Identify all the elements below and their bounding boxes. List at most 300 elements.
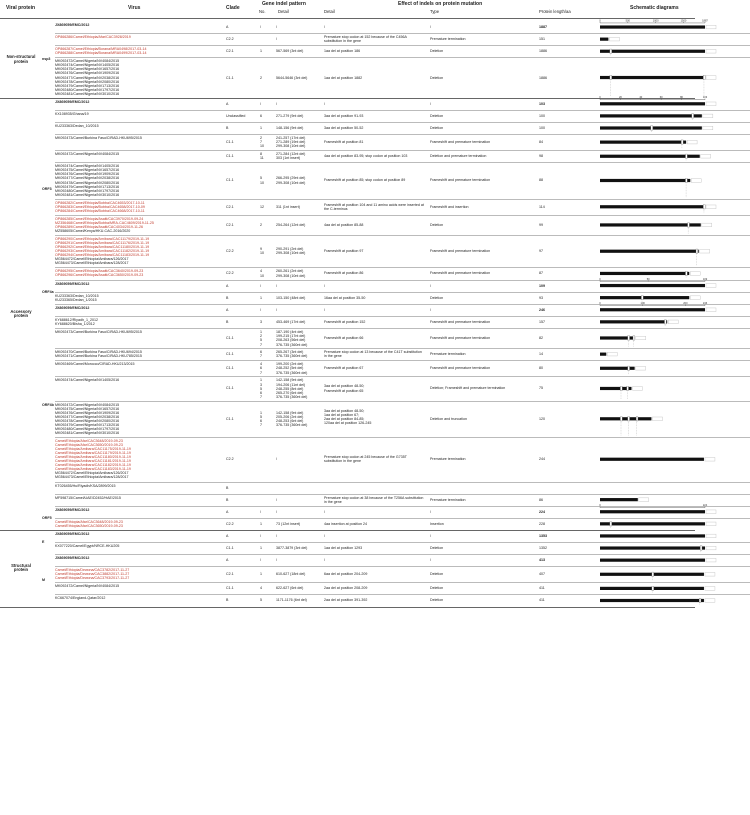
virus-name: KU233363/Dedan_10/2015 xyxy=(55,123,99,128)
effect-detail-cell: Premature stop codon at 38 because of the T256A substitution in the gene xyxy=(324,495,425,504)
indel-detail-cell: 254-264 (12nt del) xyxy=(276,222,306,227)
effect-detail-cell: 4aa del at position 85-88 xyxy=(324,222,364,227)
mutation-type-cell: Deletion xyxy=(430,113,444,118)
virus-name: MK092477/Camel/Nigeria/NV2038/2016 xyxy=(55,75,120,80)
header-effect: Effect of indels on protein mutation xyxy=(398,1,483,7)
effect-detail-cell: Frameshift at position 97 xyxy=(324,249,364,254)
indel-marker xyxy=(627,386,629,390)
clade-cell: B xyxy=(226,485,229,490)
virus-name: JX869059/EMC/2012 xyxy=(55,99,90,104)
header-gene-indel-pattern: Gene indel pattern xyxy=(262,1,306,7)
scale-tick-label: 109 xyxy=(702,277,708,281)
indel-no-cell: 4 10 xyxy=(260,269,264,278)
clade-cell: C1.1 xyxy=(226,386,234,391)
protein-bar xyxy=(600,559,705,562)
indel-no-cell: 2 7 10 xyxy=(260,136,264,149)
virus-name: MF598715/Camel/UAE/D2452/HAE/2015 xyxy=(55,495,121,500)
protein-bar xyxy=(600,205,705,208)
virus-name: MK092479/Camel/Nigeria/NV1713/2016 xyxy=(55,83,120,88)
protein-length-tag xyxy=(705,572,715,576)
mutation-type-cell: Frameshift and insertion xyxy=(430,204,469,209)
indel-detail-cell: / xyxy=(276,37,277,42)
gene-label: ORF5 xyxy=(42,515,52,520)
protein-bar xyxy=(600,284,705,287)
effect-detail-cell: / xyxy=(324,307,325,312)
clade-cell: B xyxy=(226,295,229,300)
clade-cell: A xyxy=(226,101,229,106)
mutation-type-cell: Deletion xyxy=(430,75,444,80)
indel-detail-cell: / xyxy=(276,457,277,462)
virus-name: MK092478/Camel/Nigeria/NV2080/2016 xyxy=(55,79,120,84)
effect-detail-cell: / xyxy=(324,101,325,106)
indel-detail-cell: 187-190 (4nt del) 199-215 (17nt del) 208-263 (56nt del) 376-735 (360nt del) xyxy=(276,329,308,347)
protein-bar xyxy=(600,38,608,41)
virus-name: Camel/Ethiopia/Afar/CAC3650/2019-09-23 xyxy=(55,443,123,448)
protein-length-cell: 87 xyxy=(539,271,543,276)
indel-detail-cell: / xyxy=(276,283,277,288)
effect-detail-cell: / xyxy=(324,25,325,30)
virus-name: MK092480/Camel/Nigeria/NV1797/2016 xyxy=(55,87,120,92)
clade-cell: C1.1 xyxy=(226,416,234,421)
effect-detail-cell: Frameshift at position 104 and 11 amino acids were inserted at the C-terminus xyxy=(324,202,425,211)
virus-name: MG564473/Camel/Ethiopia/Amibara/128/2017 xyxy=(55,475,129,480)
scale-tick-label: 20 xyxy=(618,96,622,99)
gene-label: M xyxy=(42,578,45,583)
mutation-type-cell: Deletion xyxy=(430,295,444,300)
header-effect-detail: Detail xyxy=(324,9,335,14)
indel-detail-cell: 199-200 (2nt del) 248-252 (5nt del) 376-735 (360nt del) xyxy=(276,362,308,375)
protein-length-tag xyxy=(706,534,716,538)
virus-name: JX869059/EMC/2012 xyxy=(55,531,90,536)
mutation-type-cell: / xyxy=(430,25,431,30)
protein-length-tag xyxy=(636,366,646,370)
virus-name: MZ356468/Camel/Ethiopia/Bobba/MRA-CAC4609/2019-11-25 xyxy=(55,220,154,225)
scale-tick-label: 0 xyxy=(599,301,601,305)
virus-name: MK092470/Camel/Burkina Faso/CIRAD-HKU694/2015 xyxy=(55,350,142,355)
scale-tick-label: 224 xyxy=(702,503,708,507)
indel-no-cell: 1 5 6 7 xyxy=(260,410,262,428)
indel-marker xyxy=(628,417,630,421)
clade-cell: C2.2 xyxy=(226,37,234,42)
gene-label: ORF3 xyxy=(42,186,52,191)
indel-detail-cell: / xyxy=(276,533,277,538)
mutation-type-cell: / xyxy=(430,101,431,106)
virus-name: JX869059/EMC/2012 xyxy=(55,556,90,561)
protein-length-cell: 99 xyxy=(539,222,543,227)
indel-no-cell: / xyxy=(260,101,261,106)
indel-marker xyxy=(686,271,688,275)
mutation-type-cell: Deletion xyxy=(430,49,444,54)
indel-no-cell: 3 xyxy=(260,319,262,324)
protein-length-tag xyxy=(706,510,716,514)
protein-length-tag xyxy=(706,308,716,312)
protein-length-cell: 114 xyxy=(539,204,545,209)
protein-length-cell: 98 xyxy=(539,154,543,159)
mutation-type-cell: Deletion xyxy=(430,586,444,591)
indel-detail-cell: 1171-1176 (6nt del) xyxy=(276,598,307,603)
indel-no-cell: 1 xyxy=(260,546,262,551)
indel-detail-cell: 567-569 (3nt del) xyxy=(276,49,304,54)
virus-name: MK092481/Camel/Nigeria/NV3010/2016 xyxy=(55,430,120,435)
clade-cell: B xyxy=(226,125,229,130)
clade-cell: B xyxy=(226,598,229,603)
clade-cell: A xyxy=(226,307,229,312)
indel-no-cell: 1 2 5 7 xyxy=(260,329,262,347)
indel-detail-cell: 453-469 (17nt del) xyxy=(276,319,306,324)
indel-no-cell: 1 xyxy=(260,125,262,130)
mutation-type-cell: Premature termination xyxy=(430,37,466,42)
virus-name: OP866292/Camel/Ethiopia/Amibara/CAC11180/2019-11-19 xyxy=(55,245,150,250)
virus-name: KY688612/Riyadh_1_2012 xyxy=(55,317,98,322)
protein-bar xyxy=(600,546,705,549)
protein-bar xyxy=(600,308,705,311)
indel-marker xyxy=(652,572,654,576)
indel-no-cell: 6 xyxy=(260,113,262,118)
protein-length-cell: 407 xyxy=(539,572,545,577)
clade-cell: A xyxy=(226,25,229,30)
clade-cell: C1.1 xyxy=(226,75,234,80)
clade-cell: C1.1 xyxy=(226,546,234,551)
protein-length-cell: 157 xyxy=(539,319,545,324)
clade-cell: C2.1 xyxy=(226,222,234,227)
virus-name: OP866288/Camel/Ethiopia/Borana/MRA0499/2017-03-14 xyxy=(55,51,147,56)
mutation-type-cell: Frameshift and premature termination xyxy=(430,319,491,324)
indel-no-cell: 6 7 xyxy=(260,350,262,359)
indel-marker xyxy=(686,178,688,182)
indel-detail-cell: 103-150 (48nt del) xyxy=(276,295,306,300)
indel-no-cell: 4 6 7 xyxy=(260,362,262,375)
header-clade: Clade xyxy=(226,5,240,11)
protein-length-tag xyxy=(633,387,643,391)
virus-name: MK092478/Camel/Nigeria/NV2080/2016 xyxy=(55,418,120,423)
mutation-type-cell: Premature termination xyxy=(430,497,466,502)
protein-length-cell: 14 xyxy=(539,352,543,357)
virus-name: MK092479/Camel/Nigeria/NV1713/2016 xyxy=(55,422,120,427)
mutation-type-cell: Deletion xyxy=(430,598,444,603)
mutation-type-cell: / xyxy=(430,558,431,563)
protein-bar xyxy=(600,353,606,356)
indel-detail-cell: / xyxy=(276,497,277,502)
indel-marker xyxy=(700,546,702,550)
protein-bar xyxy=(600,534,705,537)
virus-name: MK092480/Camel/Nigeria/NV1797/2016 xyxy=(55,188,120,193)
protein-length-cell: 246 xyxy=(539,307,545,312)
virus-name: OP866283/Camel/Ethiopia/Bobba/CAC4658/2017-10-09 xyxy=(55,204,145,209)
clade-cell: C1.1 xyxy=(226,366,234,371)
protein-length-cell: 93 xyxy=(539,295,543,300)
virus-name: MK092476/Camel/Nigeria/NV1909/2016 xyxy=(55,410,120,415)
protein-length-tag xyxy=(706,102,716,106)
clade-cell: C2.1 xyxy=(226,49,234,54)
effect-detail-cell: Frameshift at position 152 xyxy=(324,319,366,324)
protein-length-tag xyxy=(703,126,713,130)
indel-marker xyxy=(652,586,654,590)
virus-name: KU233363/Dedan_10/2015 xyxy=(55,293,99,298)
mutation-type-cell: Frameshift and premature termination xyxy=(430,271,491,276)
virus-name: MG564473/Camel/Ethiopia/Amibara/128/2017 xyxy=(55,261,129,266)
header-detail: Detail xyxy=(278,9,289,14)
virus-name: MK092469/Camel/Morocco/CIRAD-HKU213/2015 xyxy=(55,362,135,367)
gene-label: E xyxy=(42,539,45,544)
indel-no-cell: / xyxy=(260,558,261,563)
indel-detail-cell: 241-257 (17nt del) 271-289 (19nt del) 299-308 (10nt del) xyxy=(276,136,306,149)
indel-marker xyxy=(699,598,701,602)
header-schematic: Schematic diagrams xyxy=(630,5,679,11)
clade-cell: A xyxy=(226,509,229,514)
mutation-type-cell: Deletion xyxy=(430,125,444,130)
indel-detail-cell: / xyxy=(276,25,277,30)
group-label: Non-structural protein xyxy=(6,54,36,64)
virus-name: MK092475/Camel/Nigeria/NV1657/2016 xyxy=(55,168,120,173)
effect-detail-cell: 4aa del at position 83-95; stop codon at position 103 xyxy=(324,154,408,159)
virus-name: OP866282/Camel/Ethiopia/Bobba/CAC4653/2017-10-11 xyxy=(55,200,145,205)
effect-detail-cell: Premature stop codon at 245 because of the G735T substitution in the gene xyxy=(324,455,408,464)
protein-bar xyxy=(600,76,705,79)
virus-name: JX869059/EMC/2012 xyxy=(55,507,90,512)
scale-tick-label: 500 xyxy=(625,19,630,23)
indel-marker xyxy=(636,417,638,421)
virus-name: MK092475/Camel/Nigeria/NV1657/2016 xyxy=(55,67,120,72)
protein-length-tag xyxy=(609,37,619,41)
mutation-type-cell: Deletion xyxy=(430,546,444,551)
clade-cell: C2.2 xyxy=(226,271,234,276)
group-label: Structural protein xyxy=(11,563,31,573)
virus-name: Camel/Ethiopia/Dewona/CAC3793/2017-11-27 xyxy=(55,576,130,581)
mutation-type-cell: Deletion xyxy=(430,222,444,227)
scale-tick-label: 50 xyxy=(646,277,650,281)
virus-name: JX869059/EMC/2012 xyxy=(55,305,90,310)
effect-detail-cell: Frameshift at position 81 xyxy=(324,140,364,145)
protein-bar xyxy=(600,141,686,144)
virus-name: MK092478/Camel/Nigeria/NV2080/2016 xyxy=(55,180,120,185)
virus-name: Camel/Ethiopia/Afar/CAC3648/2019-09-23 xyxy=(55,439,123,443)
mutation-type-cell: / xyxy=(430,307,431,312)
indel-detail-cell: 311 (1nt insert) xyxy=(276,204,300,209)
protein-length-cell: 100 xyxy=(539,113,545,118)
clade-cell: C1.1 xyxy=(226,140,234,145)
clade-cell: C2.1 xyxy=(226,572,234,577)
protein-length-tag xyxy=(706,546,716,550)
effect-detail-cell: 3aa del at position 48-50; Frameshift at position 65 xyxy=(324,384,365,393)
protein-length-tag xyxy=(701,154,711,158)
clade-cell: B xyxy=(226,319,229,324)
mutation-type-cell: Insertion xyxy=(430,521,444,526)
protein-length-tag xyxy=(706,49,716,53)
protein-bar xyxy=(600,25,705,28)
virus-name: MK092477/Camel/Nigeria/NV2038/2016 xyxy=(55,414,120,419)
virus-name: OP866287/Camel/Ethiopia/Borana/MRA0498/2017-03-14 xyxy=(55,47,147,52)
indel-no-cell: 9 10 xyxy=(260,247,264,256)
header-virus: Virus xyxy=(128,5,141,11)
protein-length-tag xyxy=(706,76,716,80)
virus-name: OP866291/Camel/Ethiopia/Amibara/CAC11176/2019-11-19 xyxy=(55,241,150,246)
virus-name: MK092474/Camel/Nigeria/NV1405/2016 xyxy=(55,63,120,68)
mutation-type-cell: Frameshift and premature termination xyxy=(430,366,491,371)
indel-no-cell: 2 xyxy=(260,75,262,80)
protein-length-cell: 244 xyxy=(539,457,545,462)
virus-name: MK092476/Camel/Nigeria/NV1909/2016 xyxy=(55,71,120,76)
indel-detail-cell: 622-627 (6nt del) xyxy=(276,586,304,591)
indel-detail-cell: 265-267 (3nt del) 376-735 (360nt del) xyxy=(276,350,308,359)
protein-length-cell: 97 xyxy=(539,249,543,254)
virus-name: MK092471/Camel/Burkina Faso/CIRAD-HKU785/2015 xyxy=(55,354,142,359)
virus-name: KX108935/Ghana/19 xyxy=(55,111,89,116)
protein-length-tag xyxy=(705,457,715,461)
virus-name: MK092477/Camel/Nigeria/NV2038/2016 xyxy=(55,176,120,181)
virus-name: MK092473/Camel/Burkina Faso/CIRAD-HKU695/2015 xyxy=(55,329,142,334)
protein-length-cell: 109 xyxy=(539,283,545,288)
virus-name: MK092475/Camel/Nigeria/NV1657/2016 xyxy=(55,406,120,411)
protein-length-tag xyxy=(687,140,697,144)
scale-tick-label: 0 xyxy=(599,19,601,23)
scale-tick-label: 246 xyxy=(702,301,708,305)
mutation-type-cell: Frameshift and premature termination xyxy=(430,178,491,183)
effect-detail-cell: 4aa insertion at position 24 xyxy=(324,521,367,526)
scale-tick-label: 100 xyxy=(640,301,645,305)
indel-marker xyxy=(610,522,612,526)
protein-length-cell: 411 xyxy=(539,598,545,603)
protein-bar xyxy=(600,272,689,275)
clade-cell: C2.2 xyxy=(226,521,234,526)
indel-detail-cell: / xyxy=(276,558,277,563)
effect-detail-cell: Frameshift at position 66 xyxy=(324,335,364,340)
virus-name: MK092481/Camel/Nigeria/NV3010/2016 xyxy=(55,91,120,96)
indel-no-cell: 8 11 xyxy=(260,152,264,161)
mutation-type-cell: Premature termination xyxy=(430,457,466,462)
indel-marker xyxy=(688,223,690,227)
clade-cell: C2.2 xyxy=(226,249,234,254)
mutation-type-cell: Deletion; Frameshift and premature termination xyxy=(430,386,506,391)
virus-name: KX077220/Camel/Egypt/NRCE-HKU205 xyxy=(55,544,120,548)
header-no: No. xyxy=(259,9,266,14)
protein-bar xyxy=(600,114,702,117)
protein-length-cell: 86 xyxy=(539,497,543,502)
protein-length-tag xyxy=(703,114,713,118)
mutation-type-cell: / xyxy=(430,283,431,288)
protein-length-tag xyxy=(706,25,716,29)
header-type: Type xyxy=(430,9,440,14)
mutation-type-cell: Frameshift and premature termination xyxy=(430,335,491,340)
mutation-type-cell: Premature termination xyxy=(430,352,466,357)
scale-tick-label: 40 xyxy=(639,96,643,99)
indel-detail-cell: 266-295 (29nt del) 299-308 (10nt del) xyxy=(276,176,306,185)
clade-cell: C1.1 xyxy=(226,586,234,591)
indel-marker xyxy=(703,75,705,79)
protein-bar xyxy=(600,102,705,105)
virus-name: MK092479/Camel/Nigeria/NV1713/2016 xyxy=(55,184,120,189)
virus-name: Camel/Ethiopia/Dewona/CAC3782/2017-11-27 xyxy=(55,568,130,573)
indel-no-cell: / xyxy=(260,509,261,514)
virus-name: KT026455/Hu/Riyadh/KSA/2899/2015 xyxy=(55,483,116,488)
indel-no-cell: 1 xyxy=(260,572,262,577)
virus-name: KC667074/England-Qatar/2012 xyxy=(55,596,106,601)
protein-length-cell: 228 xyxy=(539,521,545,526)
effect-detail-cell: Frameshift at position 85; stop codon at position 89 xyxy=(324,178,406,183)
virus-name: MK092472/Camel/Nigeria/NV4084/2015 xyxy=(55,59,120,64)
indel-detail-cell: 271-279 (9nt del) xyxy=(276,113,304,118)
virus-name: MZ558605/Camel/Kenya/HKU-CAC-2016/2020 xyxy=(55,229,131,233)
clade-cell: C1.1 xyxy=(226,178,234,183)
gene-label: ORF4b xyxy=(42,402,54,407)
effect-detail-cell: Premature stop codon at 152 because of the C456A substitution in the gene xyxy=(324,35,408,44)
protein-length-tag xyxy=(702,223,712,227)
indel-no-cell: 1 3 5 6 7 xyxy=(260,378,262,400)
protein-length-cell: 100 xyxy=(539,125,545,130)
protein-length-tag xyxy=(607,352,617,356)
clade-cell: A xyxy=(226,533,229,538)
scale-tick-label: 1000 xyxy=(652,19,659,23)
clade-cell: C1.1 xyxy=(226,352,234,357)
effect-detail-cell: 3aa del at position 91-93 xyxy=(324,113,364,118)
indel-marker xyxy=(665,320,667,324)
indel-marker xyxy=(620,417,622,421)
virus-name: OP866295/Camel/Ethiopia/Asaiti/CAC3640/2019-09-23 xyxy=(55,269,144,274)
indel-marker xyxy=(610,49,612,53)
mutation-type-cell: / xyxy=(430,509,431,514)
scale-tick-label: 1887 xyxy=(702,19,708,23)
protein-bar xyxy=(600,498,638,501)
virus-name: Camel/Ethiopia/Afar/CAC3650/2019-09-23 xyxy=(55,523,123,528)
protein-length-cell: 151 xyxy=(539,37,545,42)
indel-detail-cell: 73 (12nt insert) xyxy=(276,521,301,526)
gene-label: ORF4a xyxy=(42,289,54,294)
effect-detail-cell: / xyxy=(324,283,325,288)
indel-detail-cell: 5644-5646 (3nt del) xyxy=(276,75,308,80)
indel-no-cell: 5 xyxy=(260,598,262,603)
clade-cell: A xyxy=(226,283,229,288)
indel-no-cell: / xyxy=(260,283,261,288)
virus-name: MK092474/Camel/Nigeria/NV1405/2016 xyxy=(55,164,120,169)
effect-detail-cell: 1aa del at position 186 xyxy=(324,49,361,54)
virus-name: Camel/Ethiopia/Amibara/CAC11180/2019-11-19 xyxy=(55,455,131,460)
mutation-type-cell: Frameshift and premature termination xyxy=(430,249,491,254)
protein-bar xyxy=(600,179,690,182)
virus-name: MK092481/Camel/Nigeria/NV3010/2016 xyxy=(55,192,120,197)
indel-detail-cell: / xyxy=(276,509,277,514)
indel-marker xyxy=(651,126,653,130)
protein-length-cell: 1887 xyxy=(539,25,547,30)
indel-detail-cell: 142-158 (9nt del) 205-206 (2nt del) 248-253 (6nt del) 376-735 (360nt del) xyxy=(276,410,308,428)
virus-name: Camel/Ethiopia/Amibara/CAC11179/2019-11-19 xyxy=(55,451,131,456)
protein-length-cell: 120 xyxy=(539,416,545,421)
scale-tick-label: 0 xyxy=(599,96,601,99)
indel-marker xyxy=(633,336,635,340)
virus-name: MK092472/Camel/Nigeria/NV4084/2015 xyxy=(55,584,120,589)
protein-length-tag xyxy=(705,587,715,591)
protein-bar xyxy=(600,155,700,158)
indel-no-cell: 1 xyxy=(260,295,262,300)
clade-cell: C2.1 xyxy=(226,204,234,209)
indel-marker xyxy=(686,154,688,158)
virus-name: KU233365/Dedan_1/2015 xyxy=(55,297,97,302)
indel-no-cell: / xyxy=(260,25,261,30)
mutation-type-cell: / xyxy=(430,533,431,538)
indel-detail-cell: 3877-3879 (3nt del) xyxy=(276,546,308,551)
virus-name: OP866294/Camel/Ethiopia/Amibara/CAC11183/2019-11-19 xyxy=(55,253,150,258)
indel-marker xyxy=(620,386,622,390)
clade-cell: B xyxy=(226,497,229,502)
protein-length-cell: 1352 xyxy=(539,546,547,551)
scale-tick-label: 1500 xyxy=(680,19,687,23)
protein-length-tag xyxy=(706,284,716,288)
effect-detail-cell: 6aa del at position 204-209 xyxy=(324,572,368,577)
indel-detail-cell: 148-156 (9nt del) xyxy=(276,125,304,130)
virus-name: OP866284/Camel/Ethiopia/Bobba/CAC4668/2017-10-11 xyxy=(55,208,145,213)
scale-tick-label: 0 xyxy=(599,503,601,507)
clade-cell: C1.1 xyxy=(226,154,234,159)
protein-bar xyxy=(600,320,667,323)
clade-cell: A xyxy=(226,558,229,563)
